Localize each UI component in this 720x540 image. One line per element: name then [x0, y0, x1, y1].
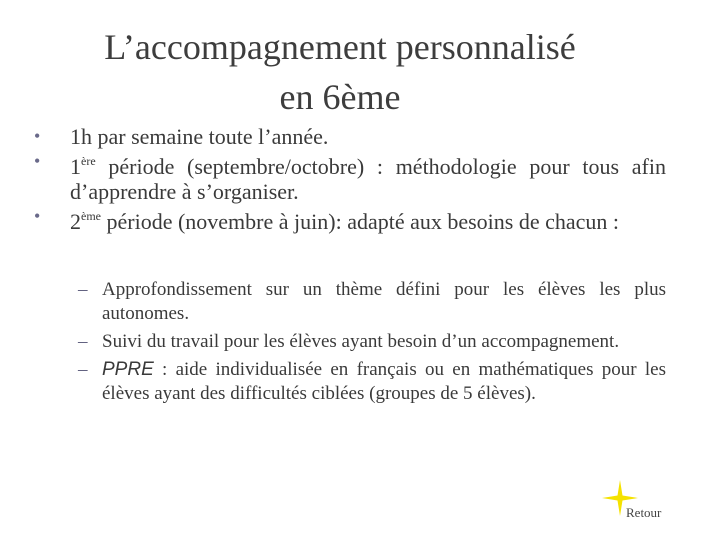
bullet-superscript: ère	[81, 154, 96, 168]
sub-item-2	[78, 330, 666, 354]
sub-item-text: Approfondissement sur un thème défini pour les élèves les plus autonomes.	[102, 279, 666, 324]
sub-item-3	[78, 358, 666, 406]
sub-item-text: : aide individualisée en français ou en mathématiques pour les élèves ayant des difficultés ciblées (groupes de 5 élèves).	[102, 359, 666, 404]
retour-link[interactable]: Retour	[626, 505, 662, 520]
bullet-item-2	[34, 149, 666, 204]
bullet-list	[34, 124, 666, 234]
bullet-number: 1	[70, 154, 81, 179]
slide-title-line-2: en 6ème	[279, 77, 401, 117]
bullet-item-1	[34, 124, 666, 149]
sub-item-text: Suivi du travail pour les élèves ayant besoin d’un accompagnement.	[102, 331, 620, 352]
sub-item-lead: PPRE	[102, 359, 154, 380]
sub-item-1	[78, 278, 666, 326]
slide-title	[20, 22, 660, 122]
bullet-dot-icon: •	[34, 151, 41, 171]
bullet-text: période (novembre à juin): adapté aux besoins de chacun :	[101, 209, 620, 234]
bullet-number: 2	[70, 209, 81, 234]
bullet-superscript: ème	[81, 209, 101, 223]
bullet-text: 1h par semaine toute l’année.	[70, 124, 329, 149]
dash-icon: –	[78, 279, 88, 300]
dash-icon: –	[78, 331, 88, 352]
bullet-item-3	[34, 204, 666, 234]
bullet-dot-icon: •	[34, 126, 41, 146]
dash-icon: –	[78, 359, 88, 380]
bullet-dot-icon: •	[34, 206, 41, 226]
sub-bullet-list	[78, 278, 666, 410]
bullet-text: période (septembre/octobre) : méthodologie pour tous afin d’apprendre à s’organiser.	[70, 154, 666, 204]
slide-title-line-1: L’accompagnement personnalisé	[104, 27, 576, 67]
